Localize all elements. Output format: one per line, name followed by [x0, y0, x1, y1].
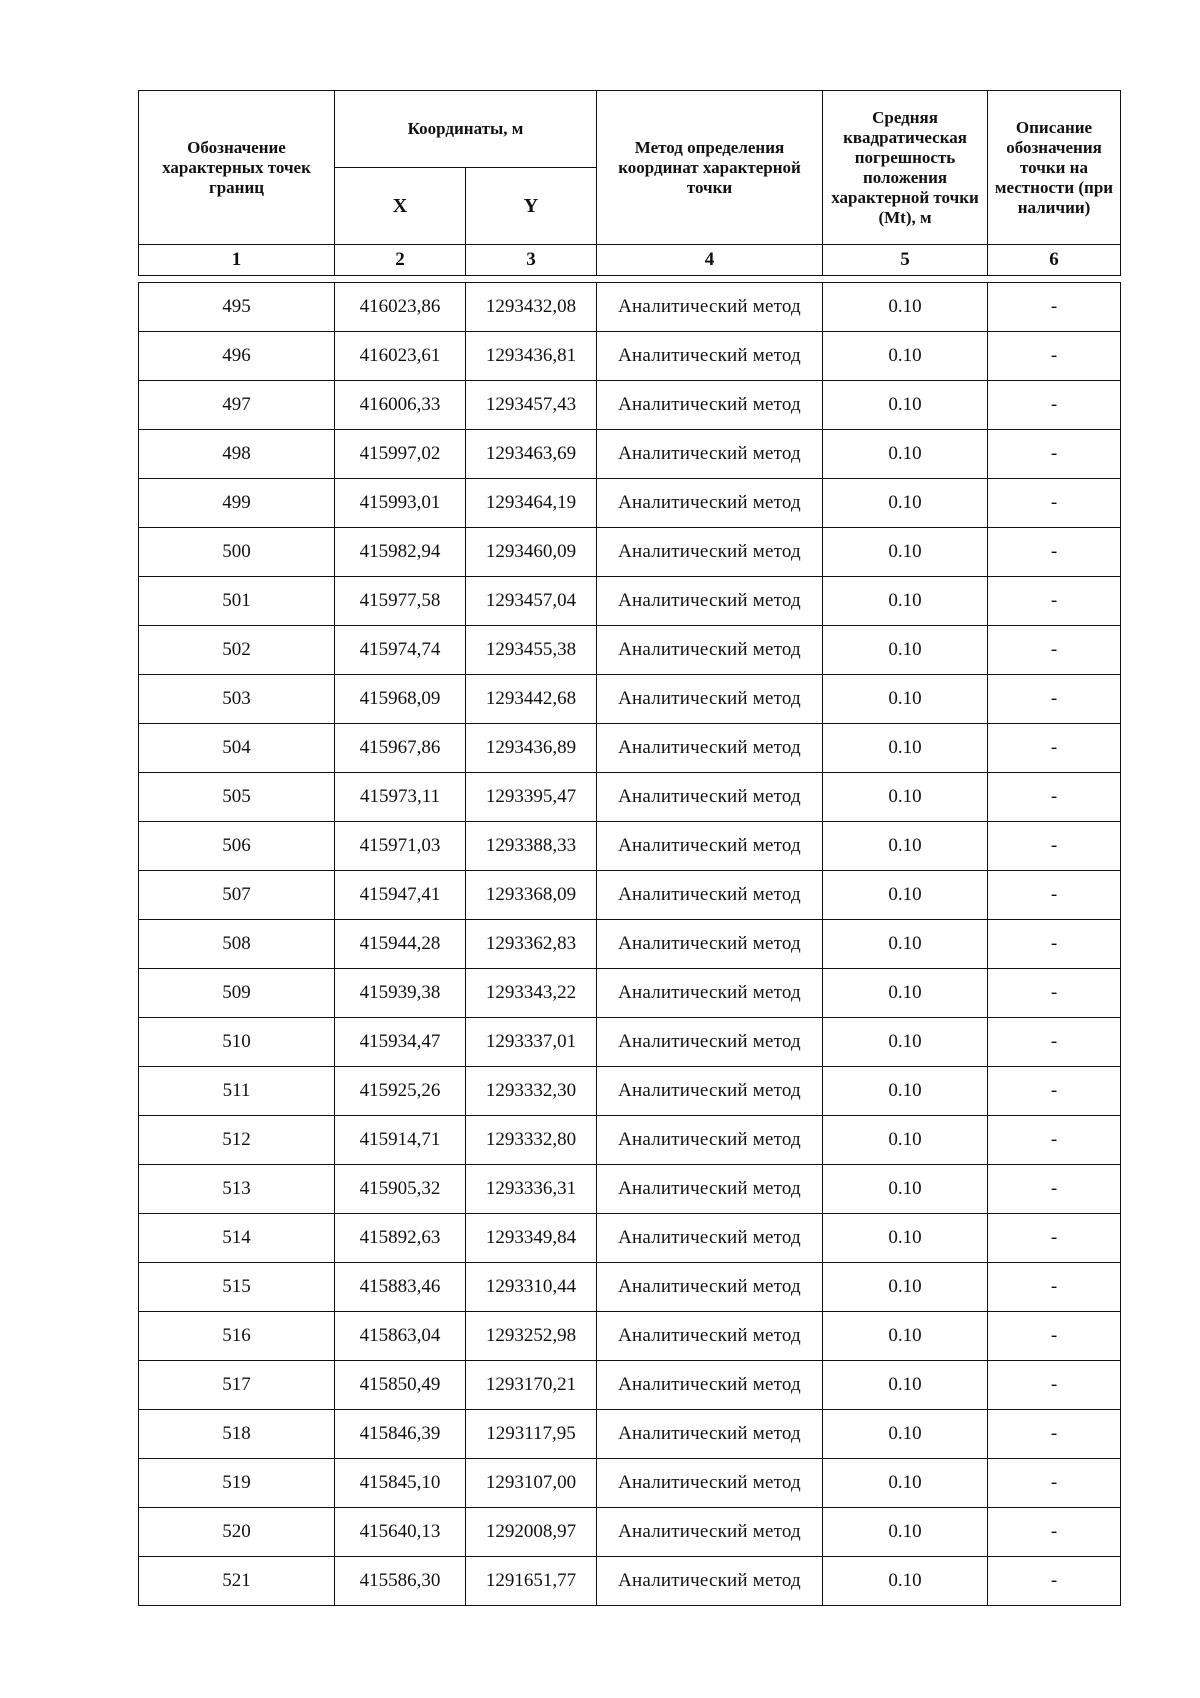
table-row: [139, 1165, 1121, 1214]
method-cell: Аналитический метод: [597, 1263, 823, 1312]
table-row: [139, 1116, 1121, 1165]
error-cell: 0.10: [823, 1067, 988, 1116]
description-cell: -: [988, 1116, 1121, 1165]
header-method: Метод определения координат характерной точки: [597, 91, 823, 245]
point-id-cell: 499: [139, 479, 335, 528]
error-cell: 0.10: [823, 1557, 988, 1606]
y-coordinate-cell: 1293332,80: [466, 1116, 597, 1165]
error-cell: 0.10: [823, 1018, 988, 1067]
x-coordinate-cell: 415982,94: [335, 528, 466, 577]
y-coordinate-cell: 1293252,98: [466, 1312, 597, 1361]
method-cell: Аналитический метод: [597, 1067, 823, 1116]
point-id-cell: 511: [139, 1067, 335, 1116]
y-coordinate-cell: 1293442,68: [466, 675, 597, 724]
y-coordinate-cell: 1293337,01: [466, 1018, 597, 1067]
method-cell: Аналитический метод: [597, 675, 823, 724]
point-id-cell: 504: [139, 724, 335, 773]
header-x: X: [335, 168, 466, 245]
y-coordinate-cell: 1293395,47: [466, 773, 597, 822]
error-cell: 0.10: [823, 1214, 988, 1263]
x-coordinate-cell: 415892,63: [335, 1214, 466, 1263]
x-coordinate-cell: 415973,11: [335, 773, 466, 822]
table-row: [139, 675, 1121, 724]
table-row: [139, 1263, 1121, 1312]
point-id-cell: 512: [139, 1116, 335, 1165]
y-coordinate-cell: 1293349,84: [466, 1214, 597, 1263]
point-id-cell: 496: [139, 332, 335, 381]
description-cell: -: [988, 430, 1121, 479]
point-id-cell: 500: [139, 528, 335, 577]
method-cell: Аналитический метод: [597, 1165, 823, 1214]
method-cell: Аналитический метод: [597, 479, 823, 528]
point-id-cell: 517: [139, 1361, 335, 1410]
y-coordinate-cell: 1293436,81: [466, 332, 597, 381]
description-cell: -: [988, 871, 1121, 920]
y-coordinate-cell: 1293436,89: [466, 724, 597, 773]
y-coordinate-cell: 1293362,83: [466, 920, 597, 969]
x-coordinate-cell: 415947,41: [335, 871, 466, 920]
method-cell: Аналитический метод: [597, 332, 823, 381]
error-cell: 0.10: [823, 283, 988, 332]
method-cell: Аналитический метод: [597, 822, 823, 871]
header-spacer: [139, 276, 1121, 283]
column-number: 3: [466, 245, 597, 276]
error-cell: 0.10: [823, 969, 988, 1018]
description-cell: -: [988, 528, 1121, 577]
method-cell: Аналитический метод: [597, 430, 823, 479]
error-cell: 0.10: [823, 920, 988, 969]
point-id-cell: 509: [139, 969, 335, 1018]
description-cell: -: [988, 773, 1121, 822]
point-id-cell: 510: [139, 1018, 335, 1067]
table-body: [139, 283, 1121, 1606]
point-id-cell: 495: [139, 283, 335, 332]
x-coordinate-cell: 415971,03: [335, 822, 466, 871]
y-coordinate-cell: 1293170,21: [466, 1361, 597, 1410]
y-coordinate-cell: 1293457,04: [466, 577, 597, 626]
x-coordinate-cell: 415968,09: [335, 675, 466, 724]
point-id-cell: 513: [139, 1165, 335, 1214]
method-cell: Аналитический метод: [597, 724, 823, 773]
y-coordinate-cell: 1293463,69: [466, 430, 597, 479]
point-id-cell: 508: [139, 920, 335, 969]
point-id-cell: 521: [139, 1557, 335, 1606]
error-cell: 0.10: [823, 675, 988, 724]
table-row: [139, 1361, 1121, 1410]
description-cell: -: [988, 675, 1121, 724]
method-cell: Аналитический метод: [597, 1214, 823, 1263]
table-row: [139, 1018, 1121, 1067]
y-coordinate-cell: 1293388,33: [466, 822, 597, 871]
table-row: [139, 479, 1121, 528]
description-cell: -: [988, 1459, 1121, 1508]
error-cell: 0.10: [823, 381, 988, 430]
table-row: [139, 381, 1121, 430]
x-coordinate-cell: 416023,86: [335, 283, 466, 332]
y-coordinate-cell: 1293455,38: [466, 626, 597, 675]
table-row: [139, 1312, 1121, 1361]
column-number: 4: [597, 245, 823, 276]
y-coordinate-cell: 1293432,08: [466, 283, 597, 332]
method-cell: Аналитический метод: [597, 1018, 823, 1067]
point-id-cell: 501: [139, 577, 335, 626]
method-cell: Аналитический метод: [597, 1312, 823, 1361]
table-row: [139, 871, 1121, 920]
description-cell: -: [988, 479, 1121, 528]
x-coordinate-cell: 415905,32: [335, 1165, 466, 1214]
description-cell: -: [988, 724, 1121, 773]
method-cell: Аналитический метод: [597, 1557, 823, 1606]
point-id-cell: 506: [139, 822, 335, 871]
description-cell: -: [988, 1018, 1121, 1067]
method-cell: Аналитический метод: [597, 1459, 823, 1508]
point-id-cell: 502: [139, 626, 335, 675]
x-coordinate-cell: 415967,86: [335, 724, 466, 773]
coordinates-sheet: [138, 90, 1120, 1606]
description-cell: -: [988, 1410, 1121, 1459]
table-row: [139, 1508, 1121, 1557]
description-cell: -: [988, 1508, 1121, 1557]
error-cell: 0.10: [823, 1410, 988, 1459]
coordinates-table: [138, 90, 1121, 1606]
error-cell: 0.10: [823, 528, 988, 577]
y-coordinate-cell: 1291651,77: [466, 1557, 597, 1606]
method-cell: Аналитический метод: [597, 1361, 823, 1410]
description-cell: -: [988, 283, 1121, 332]
table-row: [139, 1067, 1121, 1116]
description-cell: -: [988, 1361, 1121, 1410]
y-coordinate-cell: 1293343,22: [466, 969, 597, 1018]
description-cell: -: [988, 1165, 1121, 1214]
method-cell: Аналитический метод: [597, 920, 823, 969]
x-coordinate-cell: 415586,30: [335, 1557, 466, 1606]
error-cell: 0.10: [823, 822, 988, 871]
description-cell: -: [988, 332, 1121, 381]
table-row: [139, 430, 1121, 479]
y-coordinate-cell: 1293460,09: [466, 528, 597, 577]
method-cell: Аналитический метод: [597, 626, 823, 675]
y-coordinate-cell: 1293368,09: [466, 871, 597, 920]
point-id-cell: 516: [139, 1312, 335, 1361]
point-id-cell: 497: [139, 381, 335, 430]
x-coordinate-cell: 416023,61: [335, 332, 466, 381]
column-number: 6: [988, 245, 1121, 276]
error-cell: 0.10: [823, 1116, 988, 1165]
point-id-cell: 514: [139, 1214, 335, 1263]
header-description: Описание обозначения точки на местности (при наличии): [988, 91, 1121, 245]
column-number: 1: [139, 245, 335, 276]
description-cell: -: [988, 1557, 1121, 1606]
error-cell: 0.10: [823, 1459, 988, 1508]
table-row: [139, 920, 1121, 969]
table-row: [139, 724, 1121, 773]
error-cell: 0.10: [823, 577, 988, 626]
method-cell: Аналитический метод: [597, 283, 823, 332]
x-coordinate-cell: 415850,49: [335, 1361, 466, 1410]
x-coordinate-cell: 415993,01: [335, 479, 466, 528]
table-row: [139, 1214, 1121, 1263]
x-coordinate-cell: 416006,33: [335, 381, 466, 430]
x-coordinate-cell: 415944,28: [335, 920, 466, 969]
column-number: 5: [823, 245, 988, 276]
description-cell: -: [988, 626, 1121, 675]
table-row: [139, 822, 1121, 871]
y-coordinate-cell: 1293464,19: [466, 479, 597, 528]
description-cell: -: [988, 1312, 1121, 1361]
point-id-cell: 518: [139, 1410, 335, 1459]
description-cell: -: [988, 577, 1121, 626]
error-cell: 0.10: [823, 1508, 988, 1557]
method-cell: Аналитический метод: [597, 871, 823, 920]
y-coordinate-cell: 1292008,97: [466, 1508, 597, 1557]
point-id-cell: 503: [139, 675, 335, 724]
header-error: Средняя квадратическая погрешность положения характерной точки (Mt), м: [823, 91, 988, 245]
table-row: [139, 528, 1121, 577]
error-cell: 0.10: [823, 871, 988, 920]
x-coordinate-cell: 415640,13: [335, 1508, 466, 1557]
header-designation: Обозначение характерных точек границ: [139, 91, 335, 245]
error-cell: 0.10: [823, 724, 988, 773]
error-cell: 0.10: [823, 1263, 988, 1312]
point-id-cell: 498: [139, 430, 335, 479]
error-cell: 0.10: [823, 332, 988, 381]
y-coordinate-cell: 1293117,95: [466, 1410, 597, 1459]
y-coordinate-cell: 1293107,00: [466, 1459, 597, 1508]
table-row: [139, 577, 1121, 626]
y-coordinate-cell: 1293336,31: [466, 1165, 597, 1214]
table-row: [139, 1410, 1121, 1459]
description-cell: -: [988, 1214, 1121, 1263]
error-cell: 0.10: [823, 479, 988, 528]
x-coordinate-cell: 415939,38: [335, 969, 466, 1018]
error-cell: 0.10: [823, 773, 988, 822]
x-coordinate-cell: 415925,26: [335, 1067, 466, 1116]
table-row: [139, 283, 1121, 332]
description-cell: -: [988, 1263, 1121, 1312]
x-coordinate-cell: 415846,39: [335, 1410, 466, 1459]
x-coordinate-cell: 415934,47: [335, 1018, 466, 1067]
point-id-cell: 507: [139, 871, 335, 920]
error-cell: 0.10: [823, 1165, 988, 1214]
method-cell: Аналитический метод: [597, 577, 823, 626]
table-row: [139, 332, 1121, 381]
description-cell: -: [988, 822, 1121, 871]
method-cell: Аналитический метод: [597, 381, 823, 430]
x-coordinate-cell: 415997,02: [335, 430, 466, 479]
point-id-cell: 520: [139, 1508, 335, 1557]
table-row: [139, 969, 1121, 1018]
error-cell: 0.10: [823, 430, 988, 479]
method-cell: Аналитический метод: [597, 1410, 823, 1459]
description-cell: -: [988, 1067, 1121, 1116]
table-row: [139, 1557, 1121, 1606]
error-cell: 0.10: [823, 1361, 988, 1410]
x-coordinate-cell: 415977,58: [335, 577, 466, 626]
spacer-cell: [139, 276, 1121, 283]
header-coordinates: Координаты, м: [335, 91, 597, 168]
error-cell: 0.10: [823, 1312, 988, 1361]
column-number: 2: [335, 245, 466, 276]
table-row: [139, 626, 1121, 675]
y-coordinate-cell: 1293310,44: [466, 1263, 597, 1312]
table-row: [139, 773, 1121, 822]
table-row: [139, 1459, 1121, 1508]
header-y: Y: [466, 168, 597, 245]
description-cell: -: [988, 920, 1121, 969]
y-coordinate-cell: 1293457,43: [466, 381, 597, 430]
error-cell: 0.10: [823, 626, 988, 675]
method-cell: Аналитический метод: [597, 773, 823, 822]
method-cell: Аналитический метод: [597, 969, 823, 1018]
point-id-cell: 505: [139, 773, 335, 822]
x-coordinate-cell: 415883,46: [335, 1263, 466, 1312]
x-coordinate-cell: 415863,04: [335, 1312, 466, 1361]
method-cell: Аналитический метод: [597, 1116, 823, 1165]
point-id-cell: 519: [139, 1459, 335, 1508]
method-cell: Аналитический метод: [597, 528, 823, 577]
x-coordinate-cell: 415974,74: [335, 626, 466, 675]
y-coordinate-cell: 1293332,30: [466, 1067, 597, 1116]
point-id-cell: 515: [139, 1263, 335, 1312]
x-coordinate-cell: 415914,71: [335, 1116, 466, 1165]
method-cell: Аналитический метод: [597, 1508, 823, 1557]
description-cell: -: [988, 969, 1121, 1018]
description-cell: -: [988, 381, 1121, 430]
x-coordinate-cell: 415845,10: [335, 1459, 466, 1508]
